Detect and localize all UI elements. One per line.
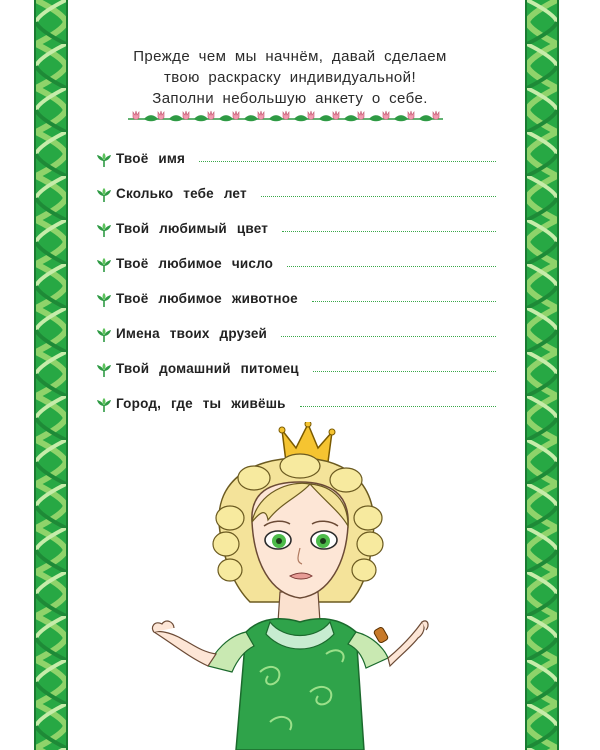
right-braid-border (525, 0, 559, 750)
leaf-sprout-icon (96, 187, 112, 203)
field-label: Твоё любимое число (116, 256, 274, 271)
garland-leaf (269, 115, 283, 121)
fill-in-line[interactable] (300, 406, 496, 407)
garland-leaf (394, 115, 408, 121)
field-row-name[interactable] (96, 146, 496, 168)
tulip-icon (408, 111, 414, 119)
field-row-friends[interactable] (96, 321, 496, 343)
tulip-icon (358, 111, 364, 119)
leaf-sprout-icon (96, 292, 112, 308)
field-label: Город, где ты живёшь (116, 396, 286, 411)
garland-leaf (169, 115, 183, 121)
fill-in-line[interactable] (312, 301, 496, 302)
leaf-sprout-icon (96, 362, 112, 378)
garland-leaf (244, 115, 258, 121)
tulip-icon (283, 111, 289, 119)
intro-line-1: Прежде чем мы начнём, давай сделаем (133, 48, 447, 65)
field-label: Твой домашний питомец (116, 361, 299, 376)
intro-line-3: Заполни небольшую анкету о себе. (152, 90, 428, 107)
fill-in-line[interactable] (281, 336, 496, 337)
tulip-icon (158, 111, 164, 119)
fill-in-line[interactable] (282, 231, 496, 232)
field-label: Твоё любимое животное (116, 291, 298, 306)
tulip-icon (308, 111, 314, 119)
field-label: Твой любимый цвет (116, 221, 269, 236)
tulip-icon (433, 111, 439, 119)
garland-leaf (419, 115, 433, 121)
leaf-sprout-icon (96, 397, 112, 413)
leaf-sprout-icon (96, 152, 112, 168)
tulip-icon (233, 111, 239, 119)
garland-leaf (219, 115, 233, 121)
leaf-sprout-icon (96, 257, 112, 273)
field-row-age[interactable] (96, 181, 496, 203)
intro-line-2: твою раскраску индивидуальной! (163, 69, 417, 86)
field-label: Сколько тебе лет (116, 186, 247, 201)
tulip-garland-divider (128, 108, 443, 124)
garland-leaf (144, 115, 158, 121)
garland-leaf (344, 115, 358, 121)
tulip-icon (258, 111, 264, 119)
garland-leaf (369, 115, 383, 121)
leaf-sprout-icon (96, 327, 112, 343)
field-row-number[interactable] (96, 251, 496, 273)
tulip-icon (133, 111, 139, 119)
field-label: Твоё имя (116, 151, 186, 166)
garland-leaf (294, 115, 308, 121)
princess-illustration (150, 422, 430, 750)
fill-in-line[interactable] (199, 161, 496, 162)
tulip-icon (183, 111, 189, 119)
fill-in-line[interactable] (287, 266, 496, 267)
fill-in-line[interactable] (313, 371, 496, 372)
garland-leaf (319, 115, 333, 121)
field-row-animal[interactable] (96, 286, 496, 308)
intro-text (110, 46, 470, 109)
fill-in-line[interactable] (261, 196, 496, 197)
field-label: Имена твоих друзей (116, 326, 268, 341)
garland-leaf (194, 115, 208, 121)
tulip-icon (208, 111, 214, 119)
field-row-pet[interactable] (96, 356, 496, 378)
field-row-city[interactable] (96, 391, 496, 413)
tulip-icon (333, 111, 339, 119)
leaf-sprout-icon (96, 222, 112, 238)
left-braid-border (34, 0, 68, 750)
tulip-icon (383, 111, 389, 119)
field-row-color[interactable] (96, 216, 496, 238)
